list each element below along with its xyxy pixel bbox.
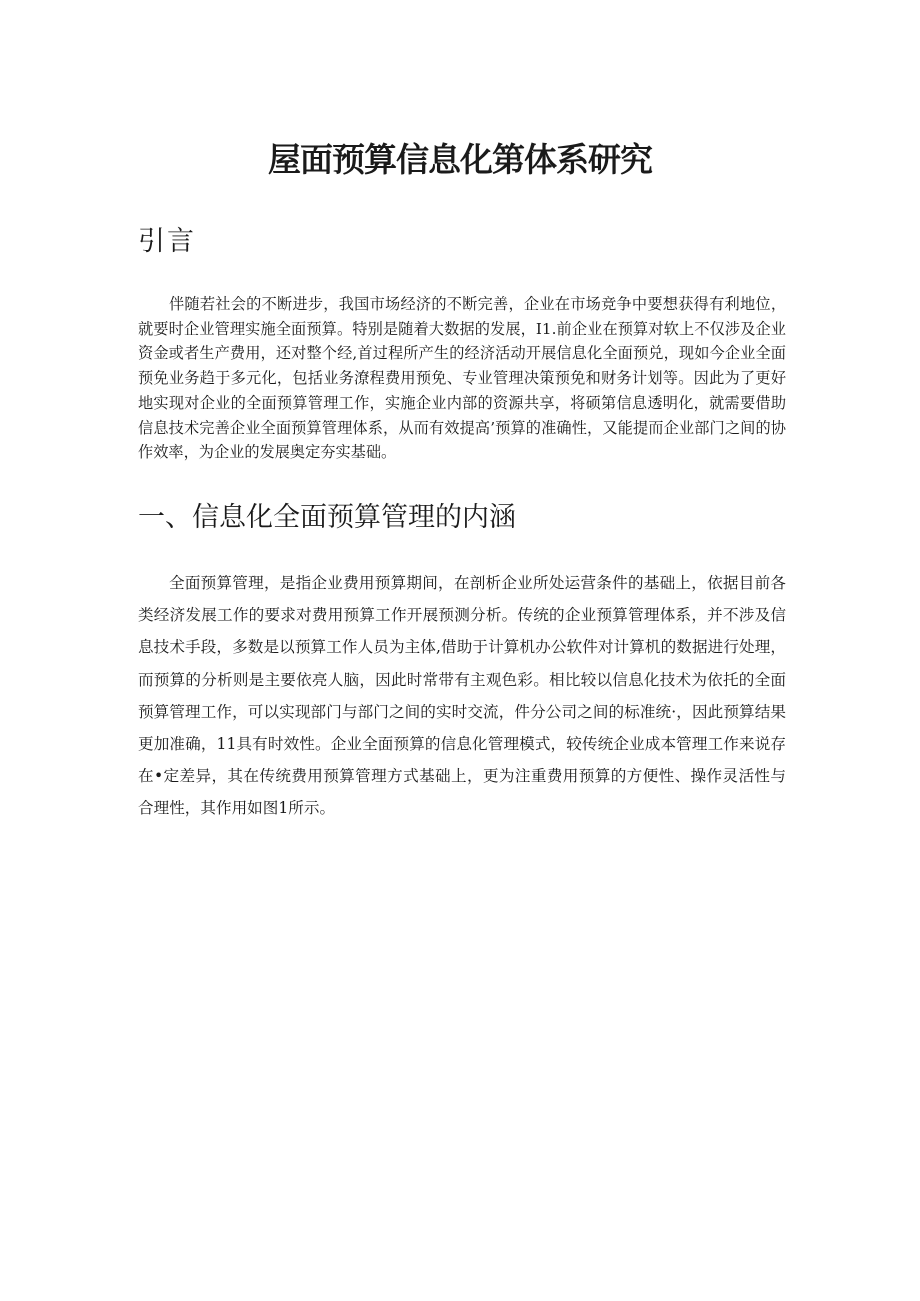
section-1-heading: 一、信息化全面预算管理的内涵 xyxy=(138,502,516,533)
intro-paragraph: 伴随若社会的不断进步，我国市场经济的不断完善，企业在市场竞争中要想获得有利地位，就要时企业管理实施全面预算。特别是随着大数据的发展，I1.前企业在预算对软上不仅涉及企业资金或者生产费用，还对整个经,首过程所产生的经济活动开展信息化全面预兑，现如今企业全面预免业务趋于多元化，包括业务潦程费用预免、专业管理决策预免和财务计划等。因此为了更好地实现对企业的全面预算管理工作，实施企业内部的资源共享，将硕第信息透明化，就需要借助信息技术完善企业全面预算管理体系，从而有效提高’预算的准确性，又能提而企业部门之间的协作效率，为企业的发展奥定夯实基础。 xyxy=(138,295,786,462)
section-1-paragraph: 全面预算管理，是指企业费用预算期间，在剖析企业所处运营条件的基础上，依据目前各类经济发展工作的要求对费用预算工作开展预测分析。传统的企业预算管理体系，并不涉及信息技术手段，多数是以预算工作人员为主体,借助于计算机办公软件对计算机的数据进行处理，而预算的分析则是主要依亮人脑，因此时常带有主观色彩。相比较以信息化技术为依托的全面预算管理工作，可以实现部门与部门之间的实时交流，件分公司之间的标准统·，因此预算结果更加准确，11具有时效性。企业全面预算的信息化管理模式，较传统企业成本管理工作来说存在•定差异，其在传统费用预算管理方式基础上，更为注重费用预算的方便性、操作灵活性与合理性，其作用如图1所示。 xyxy=(138,574,786,818)
page-title: 屋面预算信息化第体系研究 xyxy=(268,140,652,179)
intro-heading: 引言 xyxy=(138,226,196,257)
